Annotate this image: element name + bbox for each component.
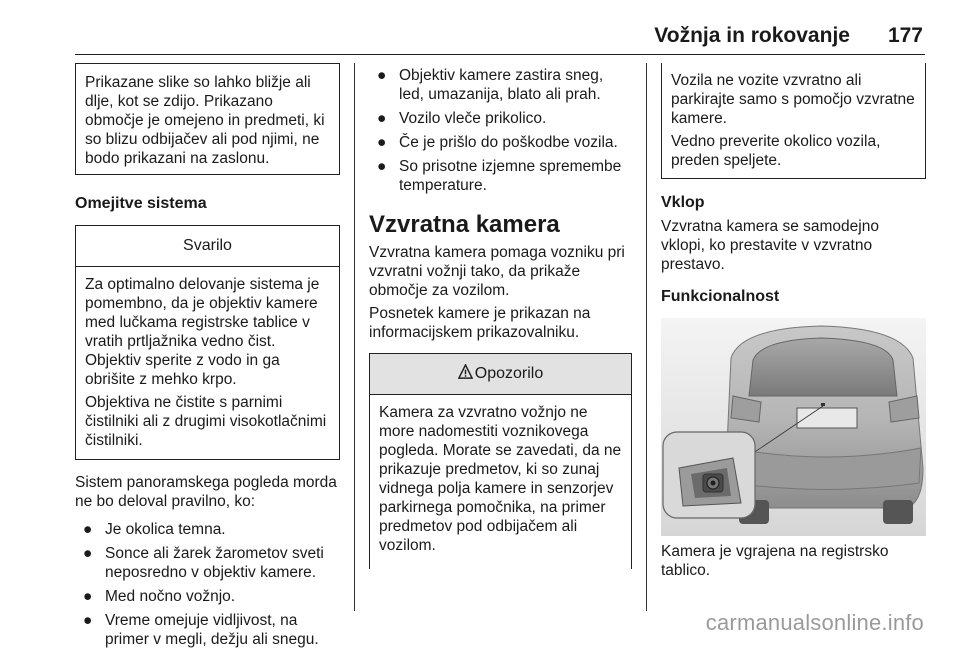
opozorilo-header: [370, 354, 631, 395]
column-2: [369, 63, 632, 569]
rear-camera-illustration: [661, 318, 926, 536]
list-item: ● Med nočno vožnjo.: [83, 588, 236, 605]
opozorilo-title: Opozorilo: [474, 365, 544, 382]
camera-paragraph-1: Vzvratna kamera pomaga vozniku pri vzvratni vožnji tako, da prikaže območje za vozilom.: [369, 244, 625, 299]
opozorilo-text: Kamera za vzvratno vožnjo ne more nadomestiti voznikovega pogleda. Morate se zavedati, da ne prikazuje predmetov, ki so zunaj vidnega polja kamere in senzorjev parkirnega pomočnika, na primer predmetov pod odbijačem ali vozilom.: [379, 404, 622, 554]
warning-triangle-icon: [458, 355, 473, 370]
page-number: 177: [887, 24, 923, 47]
header-rule: [75, 54, 925, 55]
bullet-dot: ●: [377, 110, 387, 127]
bullet-dot: ●: [83, 545, 93, 562]
svarilo-box: [75, 225, 340, 460]
section-title-funkcionalnost: Funkcionalnost: [661, 288, 780, 305]
bullet-dot: ●: [83, 588, 93, 605]
page-header: [654, 26, 923, 52]
svarilo-paragraph-2: Objektiva ne čistite s parnimi čistilniki ali z drugimi visokotlačnimi čistilniki.: [85, 394, 327, 449]
opozorilo-continued-paragraph-1: Vozila ne vozite vzvratno ali parkirajte samo s pomočjo vzvratne kamere.: [671, 72, 915, 127]
intro-box: [75, 63, 340, 175]
svarilo-paragraph-1: Za optimalno delovanje sistema je pomembno, da je objektiv kamere med lučkama registrske tablice v vratih prtljažnika vedno čist. Objektiv sperite z vodo in ga obrišite z mehko krpo.: [85, 276, 320, 388]
camera-paragraph-2: Posnetek kamere je prikazan na informacijskem prikazovalniku.: [369, 305, 591, 341]
list-item: ● So prisotne izjemne spremembe temperature.: [377, 158, 622, 194]
opozorilo-box: [369, 353, 632, 569]
intro-box-text: Prikazane slike so lahko bližje ali dlje, kot se zdijo. Prikazano območje je omejeno in predmeti, ki so blizu odbijačev ali pod njimi, ne bodo prikazani na zaslonu.: [85, 74, 325, 167]
page-header-title: Vožnja in rokovanje: [654, 24, 850, 47]
opozorilo-continued-paragraph-2: Vedno preverite okolico vozila, preden speljete.: [671, 133, 881, 169]
svarilo-title: Svarilo: [76, 226, 339, 267]
limitations-lead-text: Sistem panoramskega pogleda morda ne bo deloval pravilno, ko:: [75, 474, 337, 510]
column-divider-1: [354, 63, 355, 611]
limitations-list-continued: [369, 66, 632, 195]
bullet-dot: ●: [377, 158, 387, 175]
list-item: ● Objektiv kamere zastira sneg, led, umazanija, blato ali prah.: [377, 67, 604, 103]
vklop-text: Vzvratna kamera se samodejno vklopi, ko prestavite v vzvratno prestavo.: [661, 218, 879, 273]
section-title-vzvratna-kamera: Vzvratna kamera: [369, 211, 560, 238]
section-title-vklop: Vklop: [661, 194, 705, 211]
watermark: carmanualsonline.info: [705, 610, 924, 635]
column-3: [661, 63, 926, 584]
list-item: ● Sonce ali žarek žarometov sveti neposredno v objektiv kamere.: [83, 545, 324, 581]
limitations-list: [75, 520, 340, 649]
list-item: ● Vozilo vleče prikolico.: [377, 110, 547, 127]
list-item: ● Je okolica temna.: [83, 521, 226, 538]
bullet-dot: ●: [83, 612, 93, 629]
column-divider-2: [646, 63, 647, 611]
section-title-omejitve: Omejitve sistema: [75, 195, 207, 212]
bullet-dot: ●: [83, 521, 93, 538]
bullet-dot: ●: [377, 134, 387, 151]
list-item: ● Vreme omejuje vidljivost, na primer v megli, dežju ali snegu.: [83, 612, 319, 648]
bullet-dot: ●: [377, 67, 387, 84]
column-1: [75, 63, 340, 654]
list-item: ● Če je prišlo do poškodbe vozila.: [377, 134, 618, 151]
camera-caption: Kamera je vgrajena na registrsko tablico.: [661, 543, 889, 579]
opozorilo-box-continued: [661, 63, 926, 179]
